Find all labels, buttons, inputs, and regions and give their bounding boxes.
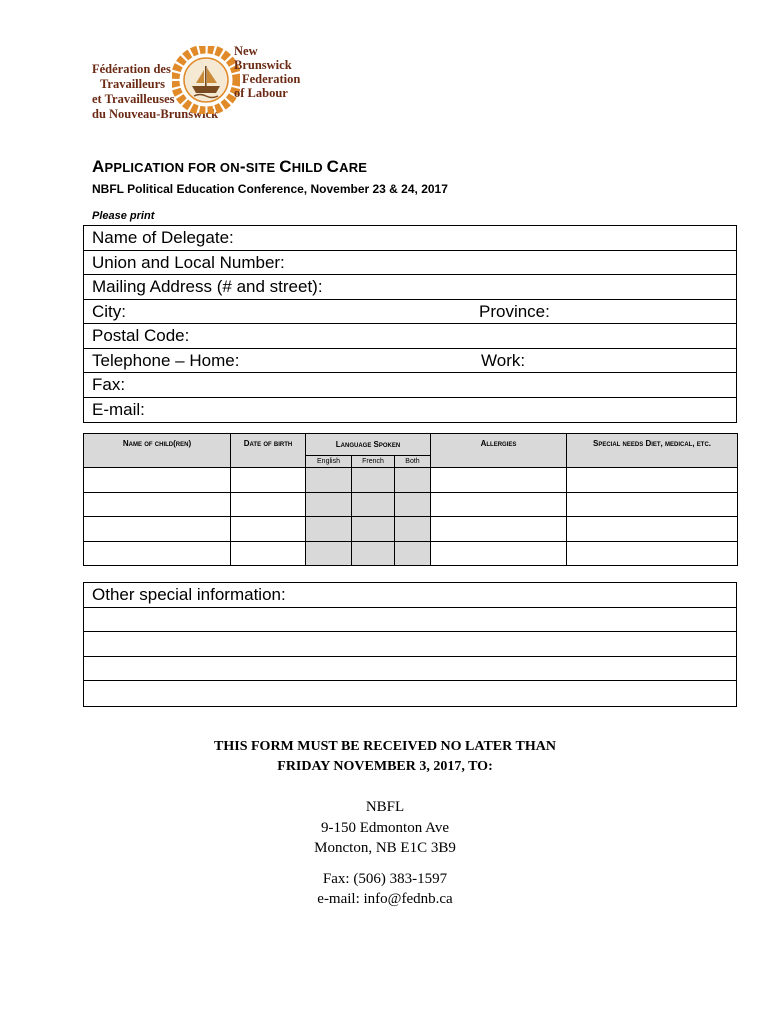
dob-cell[interactable] [231,541,306,566]
city-label: City: [92,301,126,321]
other-info-line[interactable] [84,608,736,633]
logo-left-line-2: Travailleurs [100,77,166,91]
mailing-address-field[interactable] [84,275,736,300]
deadline-line-2: FRIDAY NOVEMBER 3, 2017, TO: [277,759,493,774]
col-header-english: English [306,456,352,468]
table-row [84,517,738,542]
logo-english-name [234,44,300,100]
logo-left-line-4: du Nouveau-Brunswick [92,107,219,121]
province-label: Province: [479,301,550,321]
return-address [0,797,770,910]
french-cell[interactable] [352,468,395,493]
other-info-label-row[interactable] [84,583,736,608]
both-cell[interactable] [395,468,431,493]
child-name-cell[interactable] [84,468,231,493]
address-city: Moncton, NB E1C 3B9 [314,840,456,856]
other-info-box [83,582,737,707]
fax-field[interactable] [84,373,736,398]
nbfl-logo [92,44,322,132]
other-info-line[interactable] [84,632,736,657]
english-cell[interactable] [306,468,352,493]
french-cell[interactable] [352,517,395,542]
address-fax: Fax: (506) 383-1597 [322,870,448,887]
email-field[interactable] [84,398,736,423]
special-needs-cell[interactable] [567,492,738,517]
col-header-both: Both [395,456,431,468]
city-province-field[interactable] [84,300,736,325]
english-cell[interactable] [306,541,352,566]
child-name-cell[interactable] [84,517,231,542]
both-cell[interactable] [395,517,431,542]
special-needs-cell[interactable] [567,468,738,493]
children-table [83,433,738,566]
dob-cell[interactable] [231,492,306,517]
col-header-date-of-birth: Date of birth [231,434,306,468]
allergies-cell[interactable] [431,468,567,493]
allergies-cell[interactable] [431,517,567,542]
col-header-language: Language Spoken [306,434,431,456]
logo-left-line-3: et Travailleuses [92,92,175,106]
logo-right-line-3: Federation [242,72,301,86]
dob-cell[interactable] [231,468,306,493]
telephone-field[interactable] [84,349,736,374]
page-title: APPLICATION FOR ON-SITE CHILD CARE [92,157,368,176]
other-info-line[interactable] [84,681,736,706]
special-needs-cell[interactable] [567,517,738,542]
logo-right-line-4: of Labour [234,86,288,100]
col-header-french: French [352,456,395,468]
email-label: E-mail: [92,399,145,419]
union-local-label: Union and Local Number: [92,252,285,272]
special-needs-cell[interactable] [567,541,738,566]
logo-left-line-1: Fédération des [92,62,171,76]
allergies-cell[interactable] [431,541,567,566]
postal-code-field[interactable] [84,324,736,349]
delegate-name-field[interactable] [84,226,736,251]
conference-subtitle: NBFL Political Education Conference, November 23 & 24, 2017 [92,182,448,196]
both-cell[interactable] [395,492,431,517]
please-print-note: Please print [92,210,155,222]
table-row [84,468,738,493]
mailing-address-label: Mailing Address (# and street): [92,277,323,296]
table-row [84,492,738,517]
allergies-cell[interactable] [431,492,567,517]
address-email: e-mail: info@fednb.ca [317,891,453,907]
other-info-label: Other special information: [92,585,286,604]
address-org: NBFL [365,799,405,815]
child-name-cell[interactable] [84,541,231,566]
table-row [84,541,738,566]
address-street: 9-150 Edmonton Ave [320,819,450,836]
gear-ship-emblem-icon [172,46,240,114]
dob-cell[interactable] [231,517,306,542]
other-info-line[interactable] [84,657,736,682]
logo-right-line-1: New [234,44,258,58]
french-cell[interactable] [352,492,395,517]
french-cell[interactable] [352,541,395,566]
delegate-info-box [83,225,737,423]
deadline-line-1: THIS FORM MUST BE RECEIVED NO LATER THAN [214,739,556,754]
postal-code-label: Postal Code: [92,326,190,345]
delegate-name-label: Name of Delegate: [92,228,234,247]
english-cell[interactable] [306,517,352,542]
english-cell[interactable] [306,492,352,517]
fax-label: Fax: [92,375,126,394]
col-header-child-name: Name of child(ren) [84,434,231,468]
work-phone-label: Work: [481,350,526,370]
both-cell[interactable] [395,541,431,566]
col-header-special-needs: Special needs Diet, medical, etc. [567,434,738,468]
union-local-field[interactable] [84,251,736,276]
deadline-notice [0,737,770,777]
telephone-home-label: Telephone – Home: [92,350,240,370]
child-name-cell[interactable] [84,492,231,517]
col-header-allergies: Allergies [431,434,567,468]
logo-right-line-2: Brunswick [234,58,292,72]
